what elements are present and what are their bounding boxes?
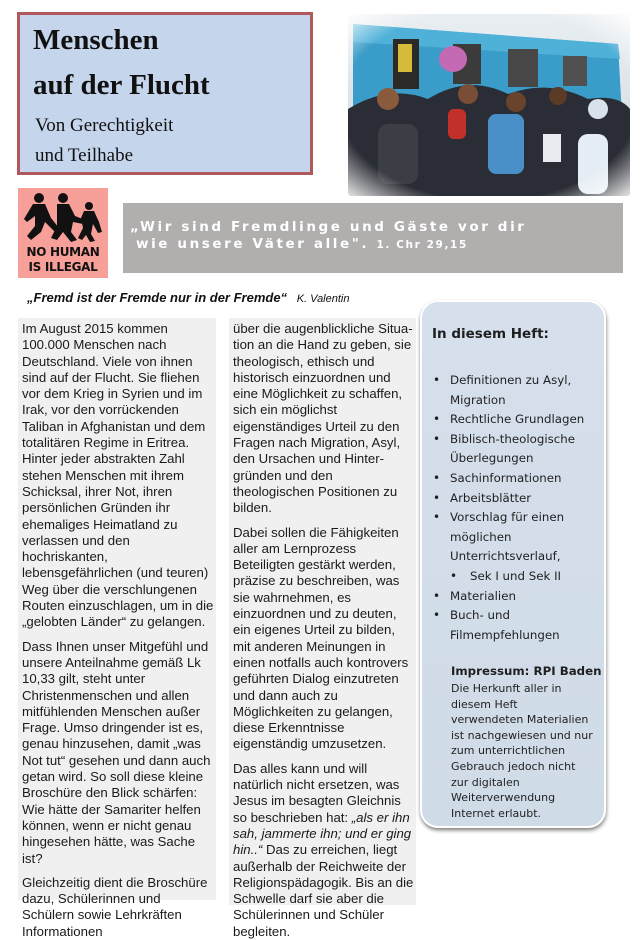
impressum-heading: Impressum: RPI Baden: [451, 664, 602, 678]
contents-list: [420, 371, 606, 645]
list-item: • Definitionen zu Asyl, Migration: [420, 371, 606, 410]
banner-quote-line-2: [136, 236, 468, 252]
bible-quote-banner: [123, 203, 623, 273]
list-item: • Rechtliche Grundlagen: [420, 410, 606, 430]
list-item: • Arbeitsblätter: [420, 489, 606, 509]
paragraph: Dass Ihnen unser Mitgefühl und unsere Anteilnahme gemäß Lk 10,33 gilt, steht unter Christenmenschen und allen mitfühlenden Menschen außer Frage. Umso dringender ist es, genau hinzusehen, damit „was Not tut“ gesehen und dann auch getan wird. So soll diese kleine Broschüre den Blick schärfen: Wie hätte der Samariter helfen können, wenn er nicht genau hingesehen hätte, was Sache ist?: [22, 638, 211, 866]
paragraph: Gleichzeitig dient die Broschüre dazu, Schülerinnen und Schülern sowie Lehrkräften Informationen: [22, 874, 208, 939]
photo-illustration: [348, 14, 630, 196]
list-item: • Sachinformationen: [420, 469, 606, 489]
impressum-text: Die Herkunft aller in diesem Heft verwendeten Materialien ist nachgewiesen und nur zum unterrichtlichen Gebrauch jedoch nicht zur digitalen Weiterverwendung Internet erlaubt.: [451, 682, 593, 820]
logo-text-line-1: NO HUMAN: [26, 245, 100, 259]
paragraph-text: Das alles kann und will natürlich nicht ersetzen, was Jesus im besagten Gleichnis so beschrieben hat:: [233, 760, 401, 825]
no-human-is-illegal-logo: [18, 188, 108, 278]
paragraph: [233, 761, 416, 940]
list-item: • Buch- und Filmempfehlungen: [420, 606, 606, 645]
title-line-1: Menschen: [33, 24, 159, 56]
title-box: [17, 12, 313, 175]
subtitle-line-1: Von Gerechtigkeit: [35, 115, 174, 136]
motto-text: „Fremd ist der Fremde nur in der Fremde“: [27, 290, 288, 305]
text-column-2: [229, 318, 416, 939]
contents-sidebar: [420, 300, 606, 828]
list-item: • Materialien: [420, 587, 606, 607]
motto-quote: [27, 290, 349, 305]
text-column-1: [18, 318, 216, 939]
paragraph: Dabei sollen die Fähigkeiten aller am Lernprozess Beteiligten gestärkt werden, präzise zu beschreiben, was sie wahrnehmen, es einzuordnen und zu deuten, ein eigenes Urteil zu bilden, mit anderen Meinungen in einen notfalls auch kontrovers geführten Dialog einzutreten und dann auch zu Möglichkeiten zu gelangen, diese Erkenntnisse eigenständig umzusetzen.: [233, 524, 409, 752]
list-item: • Biblisch-theologische Überlegungen: [420, 430, 606, 469]
logo-text-line-2: IS ILLEGAL: [28, 260, 98, 274]
banner-quote-reference: 1. Chr 29,15: [376, 239, 468, 251]
paragraph: Im August 2015 kommen 100.000 Menschen nach Deutschland. Viele von ihnen sind auf der Flucht. Sie fliehen vor dem Krieg in Syrien und im Irak, vor den vorrückenden Taliban in Afghanistan und dem totalitären Regime in Eritrea. Hinter jeder abstrakten Zahl stehen Menschen mit ihrem Schicksal, ihrer Not, ihren persönlichen Gründen ihr ehemaliges Heimatland zu verlassen und den hochriskanten, lebensgefährlichen (und teuren) Weg über die verschlungenen Routen einzuschlagen, um in die „gelobten Länder“ zu gelangen.: [22, 321, 214, 630]
sidebar-heading: In diesem Heft:: [432, 326, 549, 342]
running-family-icon: [23, 192, 103, 244]
title-line-2: auf der Flucht: [33, 69, 210, 101]
subtitle-line-2: und Teilhabe: [35, 145, 134, 166]
sub-list-item: • Sek I und Sek II: [420, 567, 606, 587]
list-item: • Vorschlag für einen möglichen Unterrichtsverlauf,: [420, 508, 606, 567]
motto-author: K. Valentin: [296, 293, 350, 305]
paragraph: über die augenblickliche Situa- tion an die Hand zu geben, sie theologisch, ethisch und historisch einzuordnen und eine Möglichkeit zu schaffen, sich ein möglichst eigenständiges Urteil zu den Fragen nach Migration, Asyl, den Ursachen und Hinter- gründen und den theologischen Positionen zu bilden.: [233, 321, 413, 516]
parable-quote: „als er ihn sah, jammerte ihn; und er ging hin..“: [233, 809, 412, 858]
banner-quote-line-1: „Wir sind Fremdlinge und Gäste vor dir: [130, 219, 527, 235]
refugees-photo: [348, 14, 630, 196]
banner-quote-line-2-text: wie unsere Väter alle".: [136, 236, 370, 252]
paragraph-text: Das zu erreichen, liegt außerhalb der Reichweite der Religionspädagogik. Bis an die Schwelle darf sie aber die Schülerinnen und Schüler begleiten.: [233, 842, 414, 939]
